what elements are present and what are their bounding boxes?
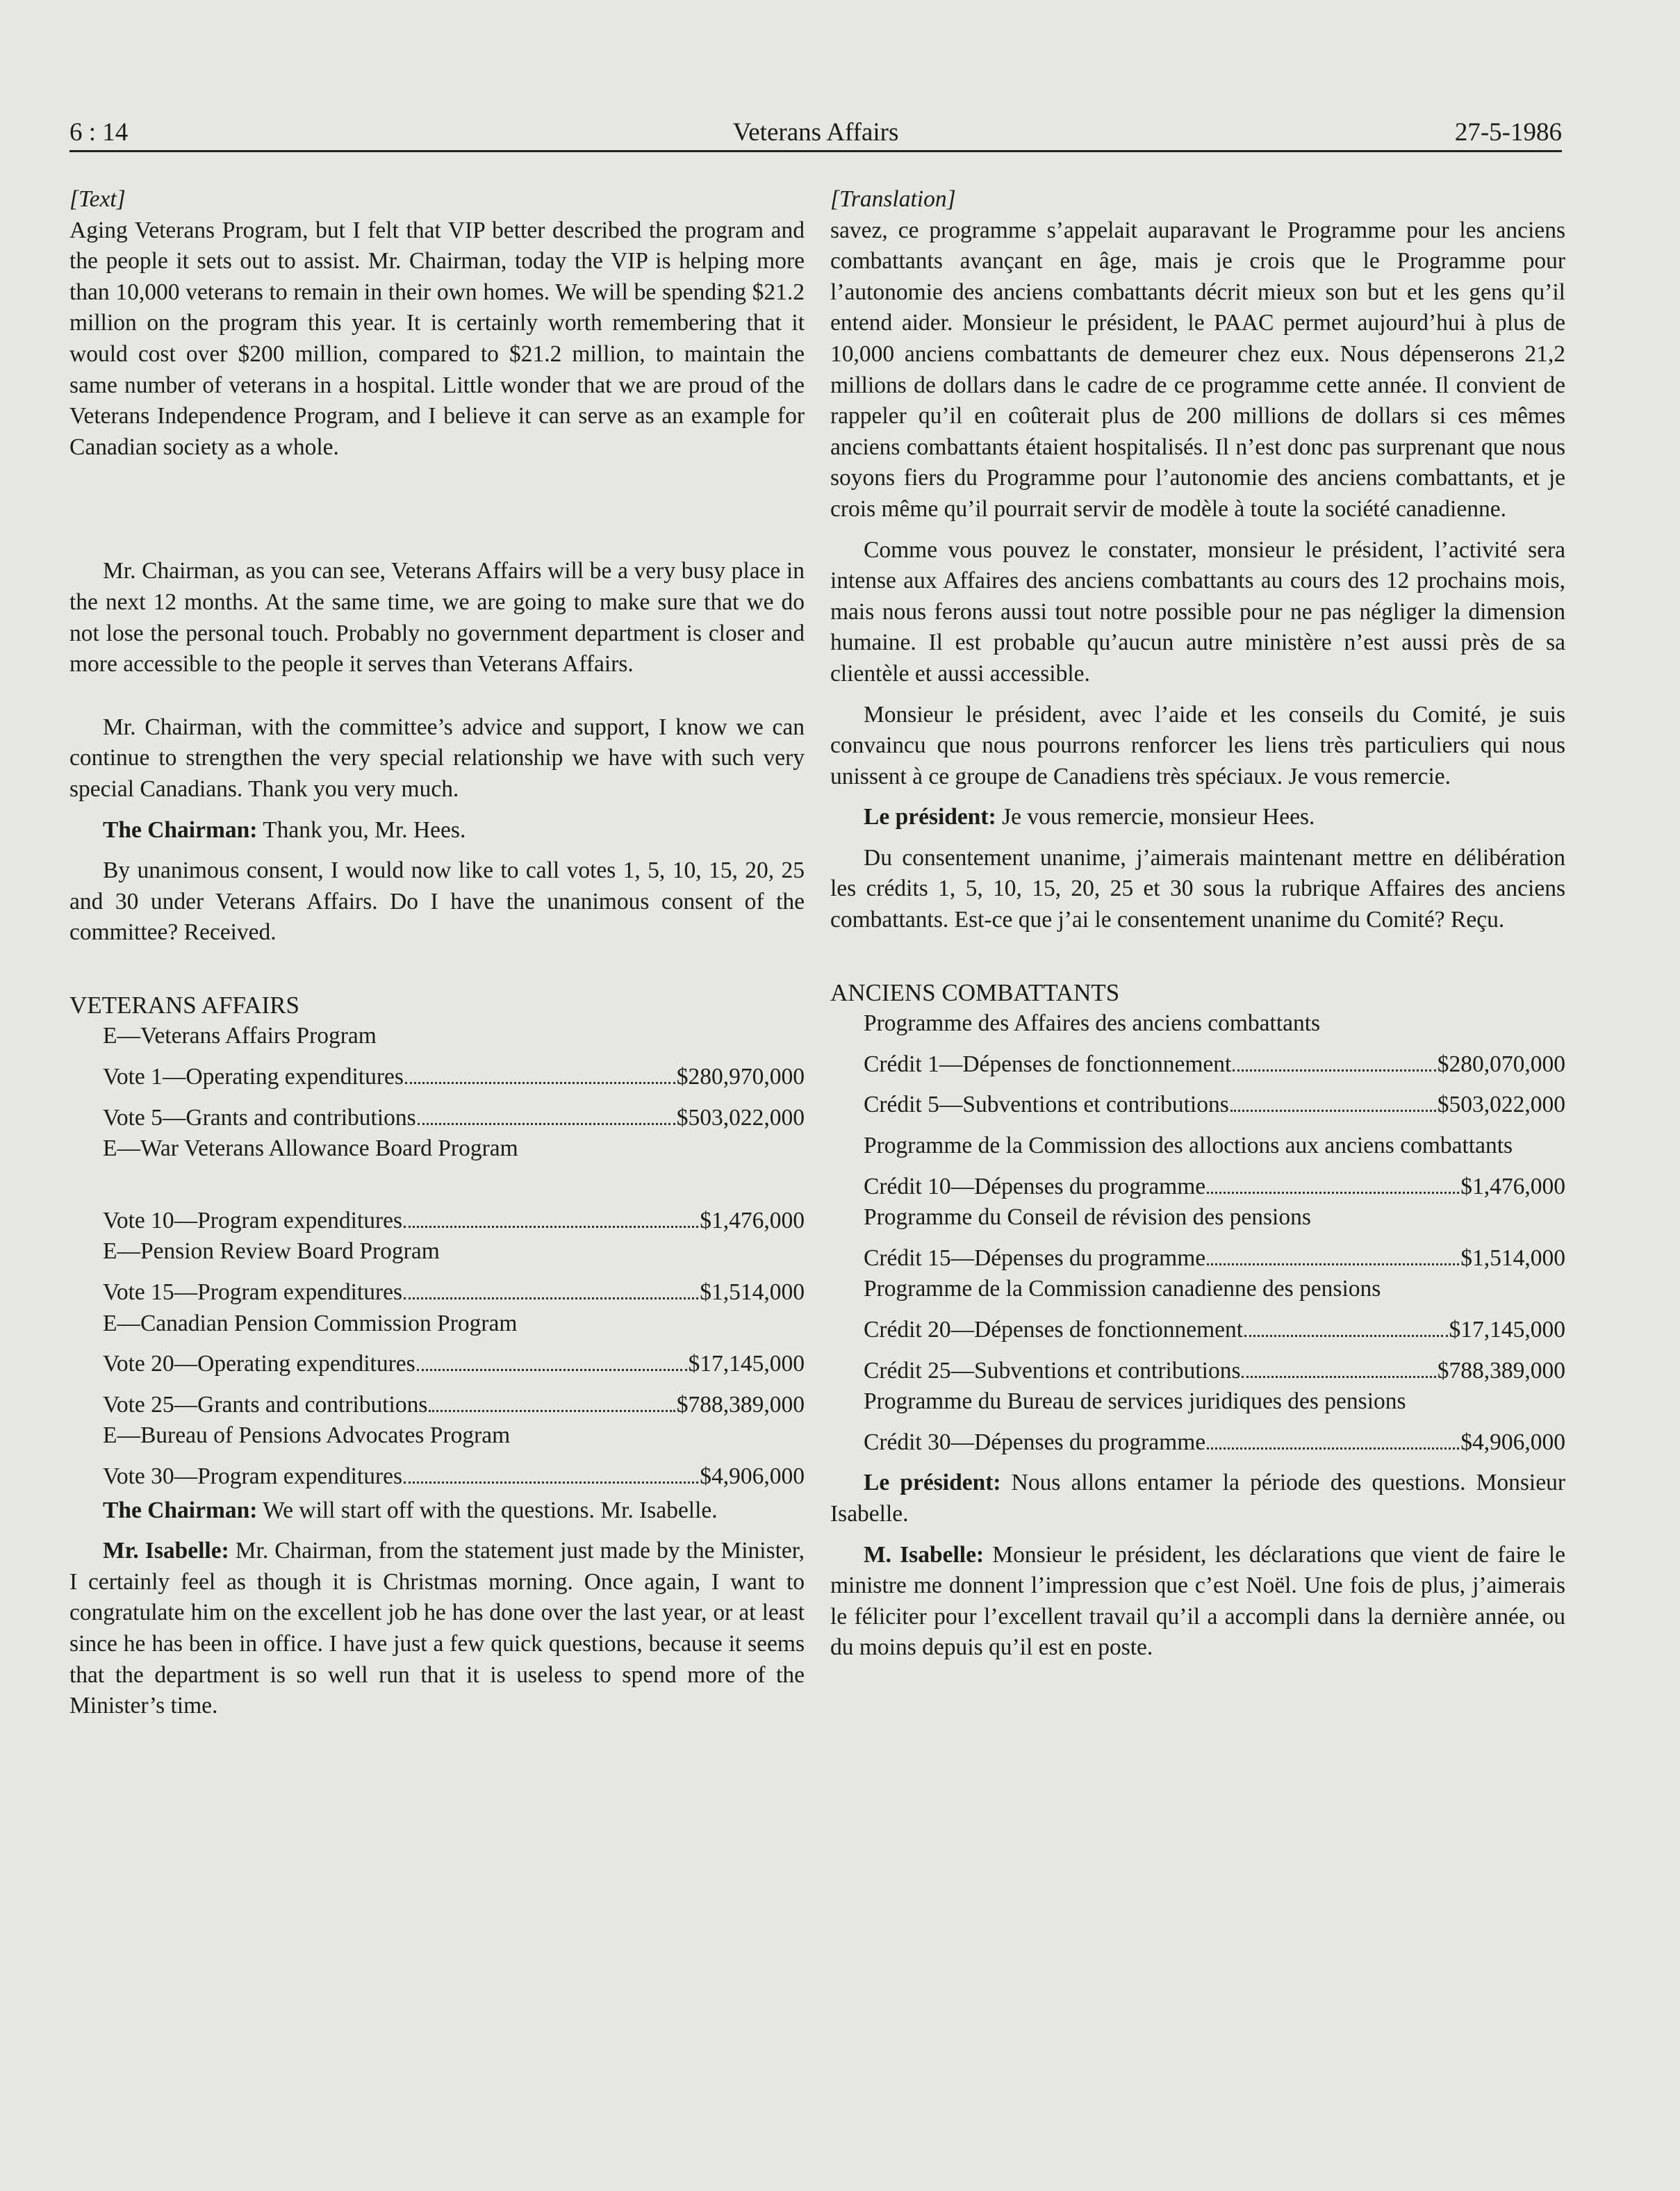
- vote-label: Vote 15—Program expenditures: [103, 1279, 403, 1306]
- dot-leader: [404, 1482, 698, 1484]
- header-rule: [69, 150, 1562, 152]
- vote-amount: $17,145,000: [1449, 1317, 1565, 1343]
- speaker-turn: [69, 1536, 805, 1722]
- dot-leader: [429, 1410, 675, 1412]
- vote-line: [830, 1049, 1565, 1081]
- speech-text: Thank you, Mr. Hees.: [257, 817, 466, 843]
- vote-line: [69, 1349, 805, 1380]
- dot-leader: [405, 1082, 675, 1084]
- dot-leader: [418, 1123, 675, 1125]
- vote-amount: $4,906,000: [700, 1463, 805, 1489]
- estimates-heading: ANCIENS COMBATTANTS: [830, 978, 1120, 1006]
- program-line: Programme de la Commission des alloctions aux anciens combattants: [864, 1133, 1513, 1159]
- vote-label: Vote 5—Grants and contributions: [103, 1104, 416, 1131]
- program-line: Programme des Affaires des anciens combattants: [864, 1010, 1321, 1037]
- vote-label: Crédit 1—Dépenses de fonctionnement: [864, 1051, 1232, 1077]
- program-line: Programme du Bureau de services juridiques des pensions: [864, 1388, 1406, 1415]
- vote-line: [830, 1427, 1565, 1459]
- vote-line: [830, 1356, 1565, 1387]
- speaker-turn: [69, 1495, 805, 1527]
- vote-amount: $1,514,000: [1460, 1245, 1565, 1271]
- program-line: E—Pension Review Board Program: [103, 1238, 440, 1265]
- paragraph: By unanimous consent, I would now like to call votes 1, 5, 10, 15, 20, 25 and 30 under Veterans Affairs. Do I have the unanimous consent of the committee? Received.: [69, 857, 805, 946]
- vote-label: Crédit 15—Dépenses du programme: [864, 1245, 1206, 1271]
- speech-text: Monsieur le président, les déclarations que vient de faire le ministre me donnent l’impression que c’est Noël. Une fois de plus, j’aimerais le féliciter pour l’excellent travail qu’il a accompli dans la dernière année, ou du moins depuis qu’il est en poste.: [830, 1541, 1565, 1661]
- vote-amount: $280,970,000: [676, 1064, 805, 1090]
- page-number: 6 : 14: [69, 118, 129, 147]
- estimates-heading: VETERANS AFFAIRS: [69, 991, 299, 1019]
- speaker-name: Le président:: [864, 804, 996, 830]
- vote-label: Crédit 10—Dépenses du programme: [864, 1173, 1206, 1199]
- french-column: [830, 184, 1565, 1664]
- vote-amount: $1,514,000: [700, 1279, 805, 1306]
- vote-amount: $1,476,000: [700, 1207, 805, 1233]
- vote-label: Crédit 30—Dépenses du programme: [864, 1429, 1206, 1455]
- speaker-name: Le président:: [864, 1470, 1001, 1496]
- vote-amount: $17,145,000: [688, 1351, 805, 1377]
- vote-line: [69, 1103, 805, 1134]
- vote-line: [69, 1277, 805, 1308]
- vote-line: [69, 1206, 805, 1237]
- dot-leader: [404, 1297, 698, 1299]
- vote-line: [69, 1062, 805, 1093]
- dot-leader: [1230, 1110, 1436, 1112]
- speech-text: Mr. Chairman, from the statement just made by the Minister, I certainly feel as though it is Christmas morning. Once again, I want to congratulate him on the excellent job he has done over the last year, or at least since he has been in office. I have just a few quick questions, because it seems that the department is so well run that it is useless to spend more of the Minister’s time.: [69, 1538, 805, 1719]
- speaker-name: The Chairman:: [103, 1497, 258, 1523]
- vote-amount: $280,070,000: [1437, 1051, 1565, 1077]
- speaker-turn: [830, 1540, 1565, 1664]
- paragraph: savez, ce programme s’appelait auparavant le Programme pour les anciens combattants avançant en âge, mais je crois que le Programme pour l’autonomie des anciens combattants décrit mieux son but et les gens qu’il entend aider. Monsieur le président, le PAAC permet aujourd’hui à plus de 10,000 anciens combattants de demeurer chez eux. Nous dépenserons 21,2 millions de dollars dans le cadre de ce programme cette année. Il convient de rappeler qu’il en coûterait plus de 200 millions de dollars si ces mêmes anciens combattants étaient hospitalisés. Il n’est donc pas surprenant que nous soyons fiers du Programme pour l’autonomie des anciens combattants, et je crois même qu’il pourrait servir de modèle à toute la société canadienne.: [830, 217, 1565, 522]
- vote-line: [69, 1461, 805, 1493]
- header-title: Veterans Affairs: [732, 118, 899, 147]
- speech-text: Nous allons entamer la période des questions. Monsieur Isabelle.: [830, 1470, 1566, 1527]
- vote-label: Crédit 5—Subventions et contributions: [864, 1092, 1229, 1118]
- english-column: [69, 184, 805, 1722]
- speech-text: Je vous remercie, monsieur Hees.: [996, 804, 1315, 830]
- text-tag: [Text]: [69, 186, 126, 212]
- vote-amount: $1,476,000: [1460, 1173, 1565, 1199]
- dot-leader: [404, 1226, 698, 1228]
- vote-label: Vote 20—Operating expenditures: [103, 1351, 415, 1377]
- vote-amount: $503,022,000: [676, 1104, 805, 1131]
- paragraph: Mr. Chairman, as you can see, Veterans Affairs will be a very busy place in the next 12 months. At the same time, we are going to make sure that we do not lose the personal touch. Probably no government department is closer and more accessible to the people it serves than Veterans Affairs.: [69, 558, 805, 678]
- dot-leader: [1233, 1069, 1435, 1072]
- vote-label: Vote 30—Program expenditures: [103, 1463, 403, 1489]
- vote-label: Crédit 20—Dépenses de fonctionnement: [864, 1317, 1244, 1343]
- dot-leader: [1242, 1376, 1435, 1378]
- vote-line: [69, 1390, 805, 1421]
- dot-leader: [1207, 1447, 1459, 1450]
- paragraph: Aging Veterans Program, but I felt that VIP better described the program and the people it sets out to assist. Mr. Chairman, today the VIP is helping more than 10,000 veterans to remain in their own homes. We will be spending $21.2 million on the program this year. It is certainly worth remembering that it would cost over $200 million, compared to $21.2 million, to maintain the same number of veterans in a hospital. Little wonder that we are proud of the Veterans Independence Program, and I believe it can serve as an example for Canadian society as a whole.: [69, 217, 805, 460]
- vote-label: Crédit 25—Subventions et contributions: [864, 1357, 1241, 1384]
- vote-label: Vote 25—Grants and contributions: [103, 1391, 428, 1418]
- program-line: Programme de la Commission canadienne des pensions: [864, 1276, 1381, 1302]
- vote-amount: $503,022,000: [1437, 1092, 1565, 1118]
- dot-leader: [1207, 1263, 1459, 1265]
- header-date: 27-5-1986: [1454, 118, 1562, 147]
- speaker-turn: [69, 815, 805, 846]
- program-line: Programme du Conseil de révision des pensions: [864, 1204, 1311, 1231]
- program-line: E—Bureau of Pensions Advocates Program: [103, 1422, 511, 1449]
- speaker-name: The Chairman:: [103, 817, 258, 843]
- program-line: E—War Veterans Allowance Board Program: [103, 1135, 518, 1162]
- vote-line: [830, 1315, 1565, 1346]
- vote-label: Vote 1—Operating expenditures: [103, 1064, 404, 1090]
- speaker-turn: [830, 1468, 1565, 1529]
- dot-leader: [1207, 1192, 1459, 1194]
- paragraph: Comme vous pouvez le constater, monsieur le président, l’activité sera intense aux Affaires des anciens combattants au cours des 12 prochains mois, mais nous ferons aussi tout notre possible pour ne pas négliger la dimension humaine. Il est probable qu’aucun autre ministère n’est aussi près de sa clientèle et aussi accessible.: [830, 536, 1565, 687]
- speech-text: We will start off with the questions. Mr. Isabelle.: [257, 1497, 718, 1523]
- dot-leader: [1244, 1335, 1447, 1337]
- vote-label: Vote 10—Program expenditures: [103, 1207, 403, 1233]
- vote-amount: $788,389,000: [1437, 1357, 1565, 1384]
- paragraph: Du consentement unanime, j’aimerais maintenant mettre en délibération les crédits 1, 5, 10, 15, 20, 25 et 30 sous la rubrique Affaires des anciens combattants. Est-ce que j’ai le consentement unanime du Comité? Reçu.: [830, 844, 1565, 933]
- vote-line: [830, 1090, 1565, 1121]
- speaker-turn: [830, 802, 1565, 833]
- vote-line: [830, 1243, 1565, 1274]
- vote-amount: $788,389,000: [676, 1391, 805, 1418]
- program-line: E—Veterans Affairs Program: [103, 1023, 377, 1049]
- dot-leader: [417, 1369, 687, 1371]
- paragraph: Mr. Chairman, with the committee’s advice and support, I know we can continue to strengthen the very special relationship we have with such very special Canadians. Thank you very much.: [69, 714, 805, 802]
- program-line: E—Canadian Pension Commission Program: [103, 1310, 518, 1336]
- translation-tag: [Translation]: [830, 186, 956, 212]
- speaker-name: M. Isabelle:: [864, 1541, 985, 1568]
- vote-line: [830, 1172, 1565, 1203]
- speaker-name: Mr. Isabelle:: [103, 1538, 229, 1564]
- vote-amount: $4,906,000: [1460, 1429, 1565, 1455]
- paragraph: Monsieur le président, avec l’aide et les conseils du Comité, je suis convaincu que nous pourrons renforcer les liens très particuliers qui nous unissent à ce groupe de Canadiens très spéciaux. Je vous remercie.: [830, 701, 1565, 789]
